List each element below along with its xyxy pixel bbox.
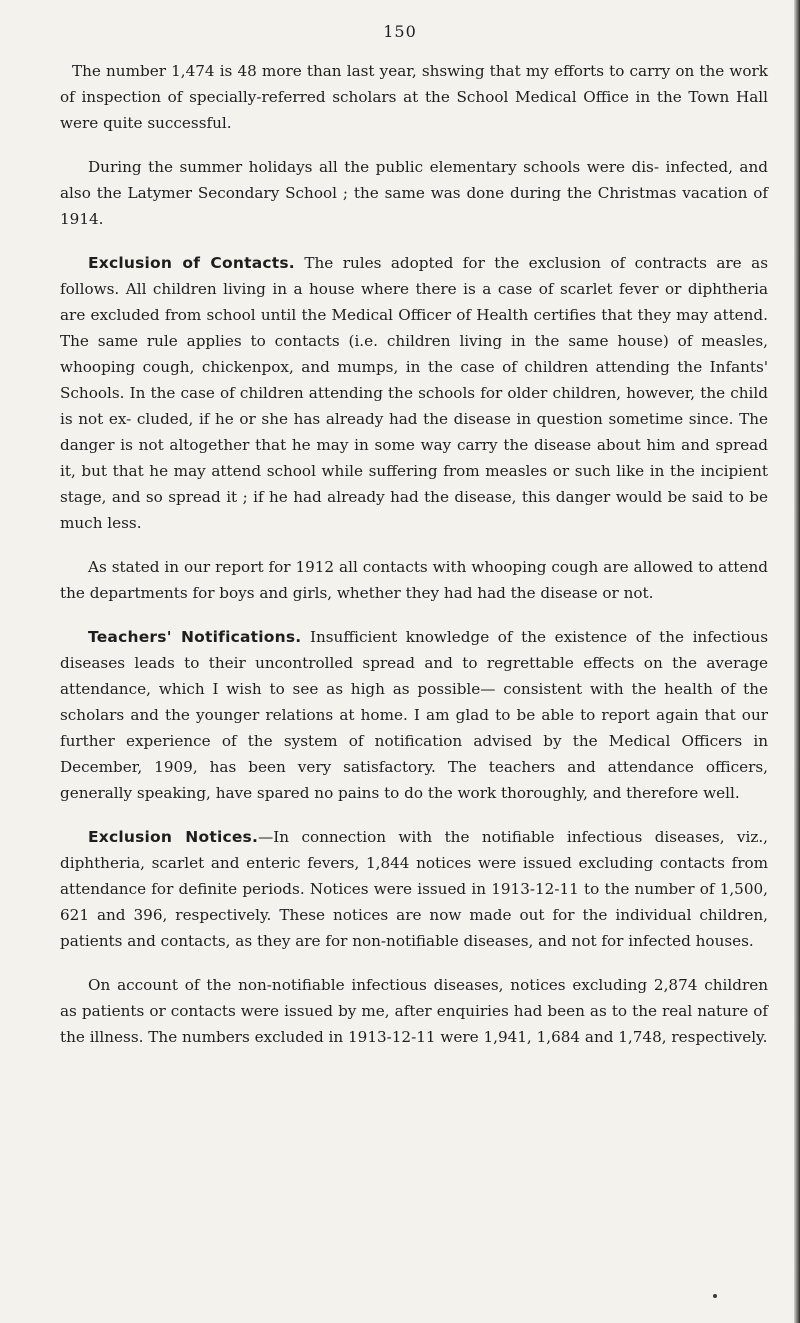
paragraph-whooping-cough [60, 554, 768, 606]
paragraph-exclusion-notices [60, 824, 768, 954]
section-heading: Exclusion Notices. [88, 828, 259, 846]
paragraph-text: Insufficient knowledge of the existence of the infectious diseases leads to their uncontrolled spread and to regrettable effects on the average attendance, which I wish to see as high as possible— consistent with the health of the scholars and the younger relations at home. I am glad to be able to report again that our further experience of the system of notification advised by the Medical Officers in December, 1909, has been very satisfactory. The teachers and attendance officers, generally speaking, have spared no pains to do the work thoroughly, and therefore well. [60, 628, 769, 802]
paragraph-text: As stated in our report for 1912 all contacts with whooping cough are allowed to attend the departments for boys and girls, whether they had had the disease or not. [60, 558, 768, 602]
page-edge-shadow [794, 0, 800, 1323]
ink-speck [713, 1294, 717, 1298]
paragraph-text: During the summer holidays all the public elementary schools were dis- infected, and also the Latymer Secondary School ; the same was done during the Christmas vacation of 1914. [60, 158, 768, 228]
paragraph-inspection-count [60, 58, 768, 136]
paragraph-text: The number 1,474 is 48 more than last year, shswing that my efforts to carry on the work of inspection of specially-referred scholars at the School Medical Office in the Town Hall were quite successful. [60, 62, 768, 132]
page-number: 150 [383, 22, 417, 41]
paragraph-disinfection [60, 154, 768, 232]
paragraph-text: The rules adopted for the exclusion of contracts are as follows. All children living in a house where there is a case of scarlet fever or diphtheria are excluded from school until the Medical Officer of Health certifies that they may attend. The same rule applies to contacts (i.e. children living in the same house) of measles, whooping cough, chickenpox, and mumps, in the case of children attending the Infants' Schools. In the case of children attending the schools for older children, however, the child is not ex- cluded, if he or she has already had the disease in question sometime since. The danger is not altogether that he may in some way carry the disease about him and spread it, but that he may attend school while suffering from measles or such like in the incipient stage, and so spread it ; if he had already had the disease, this danger would be said to be much less. [60, 254, 768, 532]
paragraph-text: On account of the non-notifiable infectious diseases, notices excluding 2,874 children as patients or contacts were issued by me, after enquiries had been as to the real nature of the illness. The numbers excluded in 1913-12-11 were 1,941, 1,684 and 1,748, respectively. [60, 976, 768, 1046]
section-heading: Teachers' Notifications. [88, 628, 302, 646]
paragraph-exclusion-of-contacts [60, 250, 768, 536]
section-heading: Exclusion of Contacts. [88, 254, 295, 272]
paragraph-text: —In connection with the notifiable infectious diseases, viz., diphtheria, scarlet and enteric fevers, 1,844 notices were issued excluding contacts from attendance for definite periods. Notices were issued in 1913-12-11 to the number of 1,500, 621 and 396, respectively. These notices are now made out for the individual children, patients and contacts, as they are for non-notifiable diseases, and not for infected houses. [60, 828, 769, 950]
document-body [60, 58, 768, 1068]
paragraph-non-notifiable [60, 972, 768, 1050]
paragraph-teachers-notifications [60, 624, 768, 806]
